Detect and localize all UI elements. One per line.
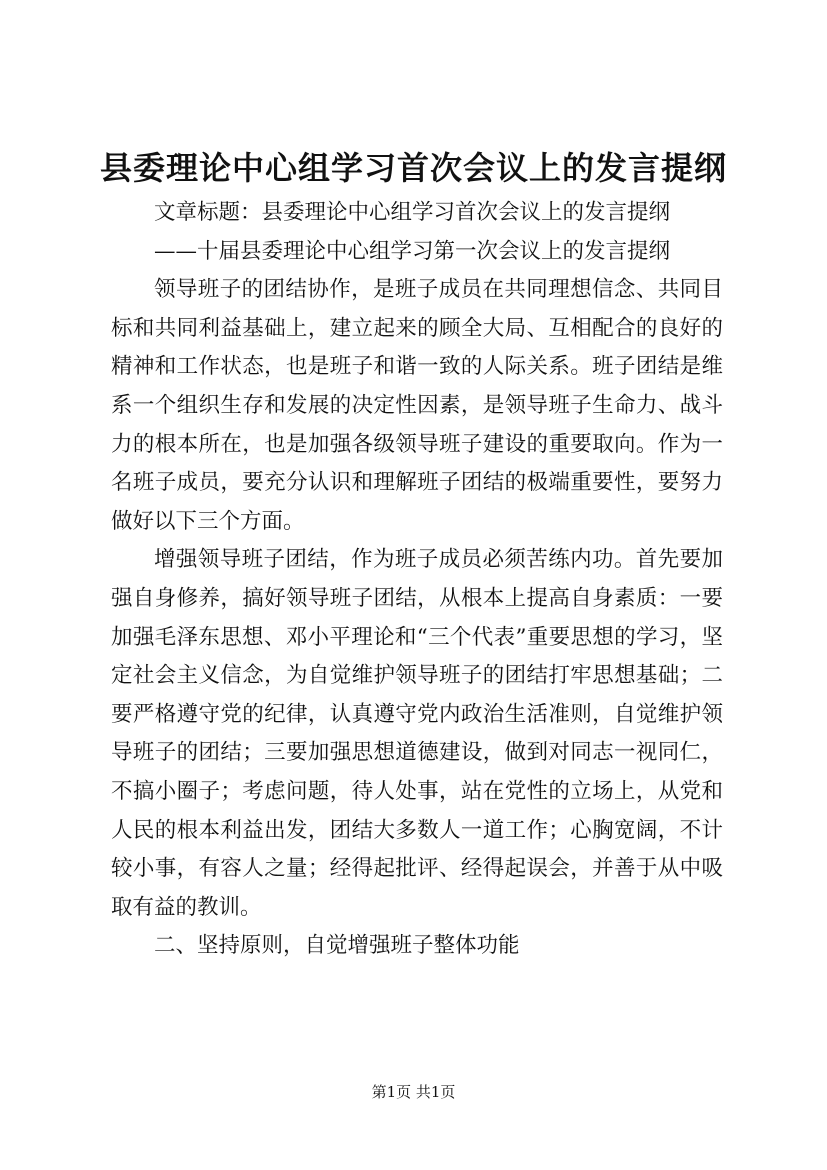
section-heading-two: 二、坚持原则，自觉增强班子整体功能 — [154, 933, 520, 959]
article-title-line: 文章标题：县委理论中心组学习首次会议上的发言提纲 — [154, 200, 671, 225]
page-footer: 第1页 共1页 — [371, 1083, 456, 1101]
paragraph-self-cultivation: 增强领导班子团结，作为班子成员必须苦练内功。首先要加强自身修养，搞好领导班子团结，从根本上提高自身素质：一要加强毛泽东思想、邓小平理论和“三个代表”重要思想的学习，坚定社会主义信念，为自觉维护领导班子的团结打牢思想基础；二要严格遵守党的纪律，认真遵守党内政治生活准则，自觉维护领导班子的团结；三要加强思想道德建设，做到对同志一视同仁，不搞小圈子；考虑问题，待人处事，站在党性的立场上，从党和人民的根本利益出发，团结大多数人一道工作；心胸宽阔，不计较小事，有容人之量；经得起批评、经得起误会，并善于从中吸取有益的教训。 — [111, 547, 723, 920]
paragraph-unity-intro: 领导班子的团结协作，是班子成员在共同理想信念、共同目标和共同利益基础上，建立起来的顾全大局、互相配合的良好的精神和工作状态，也是班子和谐一致的人际关系。班子团结是维系一个组织生存和发展的决定性因素，是领导班子生命力、战斗力的根本所在，也是加强各级领导班子建设的重要取向。作为一名班子成员，要充分认识和理解班子团结的极端重要性，要努力做好以下三个方面。 — [111, 277, 723, 534]
subtitle-line: ——十届县委理论中心组学习第一次会议上的发言提纲 — [154, 238, 671, 264]
document-title: 县委理论中心组学习首次会议上的发言提纲 — [99, 149, 727, 187]
document-body — [111, 194, 723, 966]
